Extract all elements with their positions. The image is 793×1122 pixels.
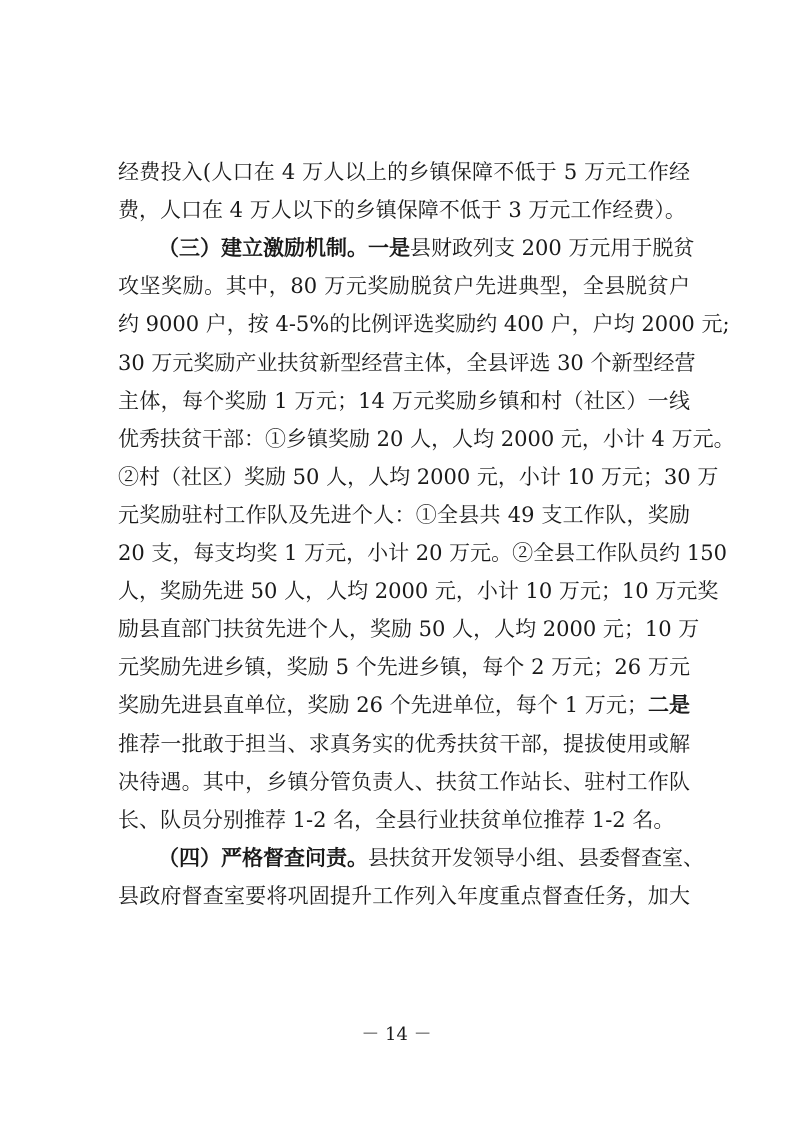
line-text: 攻坚奖励。其中，80 万元奖励脱贫户先进典型，全县脱贫户 bbox=[118, 274, 690, 299]
text-line bbox=[118, 577, 719, 605]
text-line bbox=[118, 730, 690, 758]
section-heading: （四）严格督查问责。 bbox=[158, 844, 368, 870]
line-text: 励县直部门扶贫先进个人，奖励 50 人，人均 2000 元；10 万 bbox=[118, 617, 700, 642]
line-text: 费，人口在 4 万人以下的乡镇保障不低于 3 万元工作经费）。 bbox=[118, 198, 686, 223]
line-text: 推荐一批敢于担当、求真务实的优秀扶贫干部，提拔使用或解 bbox=[118, 731, 690, 756]
line-text: 30 万元奖励产业扶贫新型经营主体，全县评选 30 个新型经营 bbox=[118, 350, 696, 375]
text-line bbox=[118, 501, 690, 529]
text-line bbox=[118, 653, 690, 681]
text-line bbox=[118, 463, 719, 491]
line-text: 约 9000 户，按 4-5%的比例评选奖励约 400 户，户均 2000 元; bbox=[118, 312, 730, 337]
line-text: 人，奖励先进 50 人，人均 2000 元，小计 10 万元；10 万元奖 bbox=[118, 579, 719, 604]
text-line bbox=[118, 349, 696, 377]
line-text: 20 支，每支均奖 1 万元，小计 20 万元。②全县工作队员约 150 bbox=[118, 541, 727, 565]
text-line bbox=[118, 615, 700, 643]
text-line bbox=[118, 425, 735, 453]
text-line bbox=[118, 806, 690, 834]
emphasis-text: 一是 bbox=[368, 235, 410, 261]
line-text: 优秀扶贫干部：①乡镇奖励 20 人，人均 2000 元，小计 4 万元。 bbox=[118, 426, 735, 451]
line-text: 元奖励驻村工作队及先进个人：①全县共 49 支工作队，奖励 bbox=[118, 502, 690, 527]
text-line bbox=[118, 272, 690, 300]
text-line bbox=[118, 158, 690, 186]
line-text: ②村（社区）奖励 50 人，人均 2000 元，小计 10 万元；30 万 bbox=[118, 464, 719, 489]
line-text: 县政府督查室要将巩固提升工作列入年度重点督查任务，加大 bbox=[118, 883, 690, 908]
text-line bbox=[118, 310, 730, 338]
text-line bbox=[118, 768, 690, 796]
line-text: 长、队员分别推荐 1-2 名，全县行业扶贫单位推荐 1-2 名。 bbox=[118, 807, 675, 832]
line-text: 县扶贫开发领导小组、县委督查室、 bbox=[368, 845, 704, 870]
line-text: 经费投入(人口在 4 万人以上的乡镇保障不低于 5 万元工作经 bbox=[118, 160, 690, 184]
text-line bbox=[158, 844, 704, 872]
line-text: 决待遇。其中，乡镇分管负责人、扶贫工作站长、驻村工作队 bbox=[118, 769, 690, 794]
emphasis-text: 二是 bbox=[647, 692, 690, 718]
line-text: 主体，每个奖励 1 万元；14 万元奖励乡镇和村（社区）一线 bbox=[118, 388, 690, 413]
line-text: 元奖励先进乡镇，奖励 5 个先进乡镇，每个 2 万元；26 万元 bbox=[118, 655, 690, 680]
text-line bbox=[118, 196, 690, 224]
section-heading: （三）建立激励机制。 bbox=[158, 235, 368, 261]
line-text: 奖励先进县直单位，奖励 26 个先进单位，每个 1 万元； bbox=[118, 693, 648, 718]
text-line bbox=[118, 691, 690, 719]
text-line bbox=[118, 387, 690, 415]
page-number: － 14 － bbox=[361, 1024, 432, 1045]
line-text: 县财政列支 200 万元用于脱贫 bbox=[410, 236, 695, 261]
text-line bbox=[118, 539, 727, 567]
text-line bbox=[118, 882, 690, 910]
text-line bbox=[158, 234, 695, 262]
